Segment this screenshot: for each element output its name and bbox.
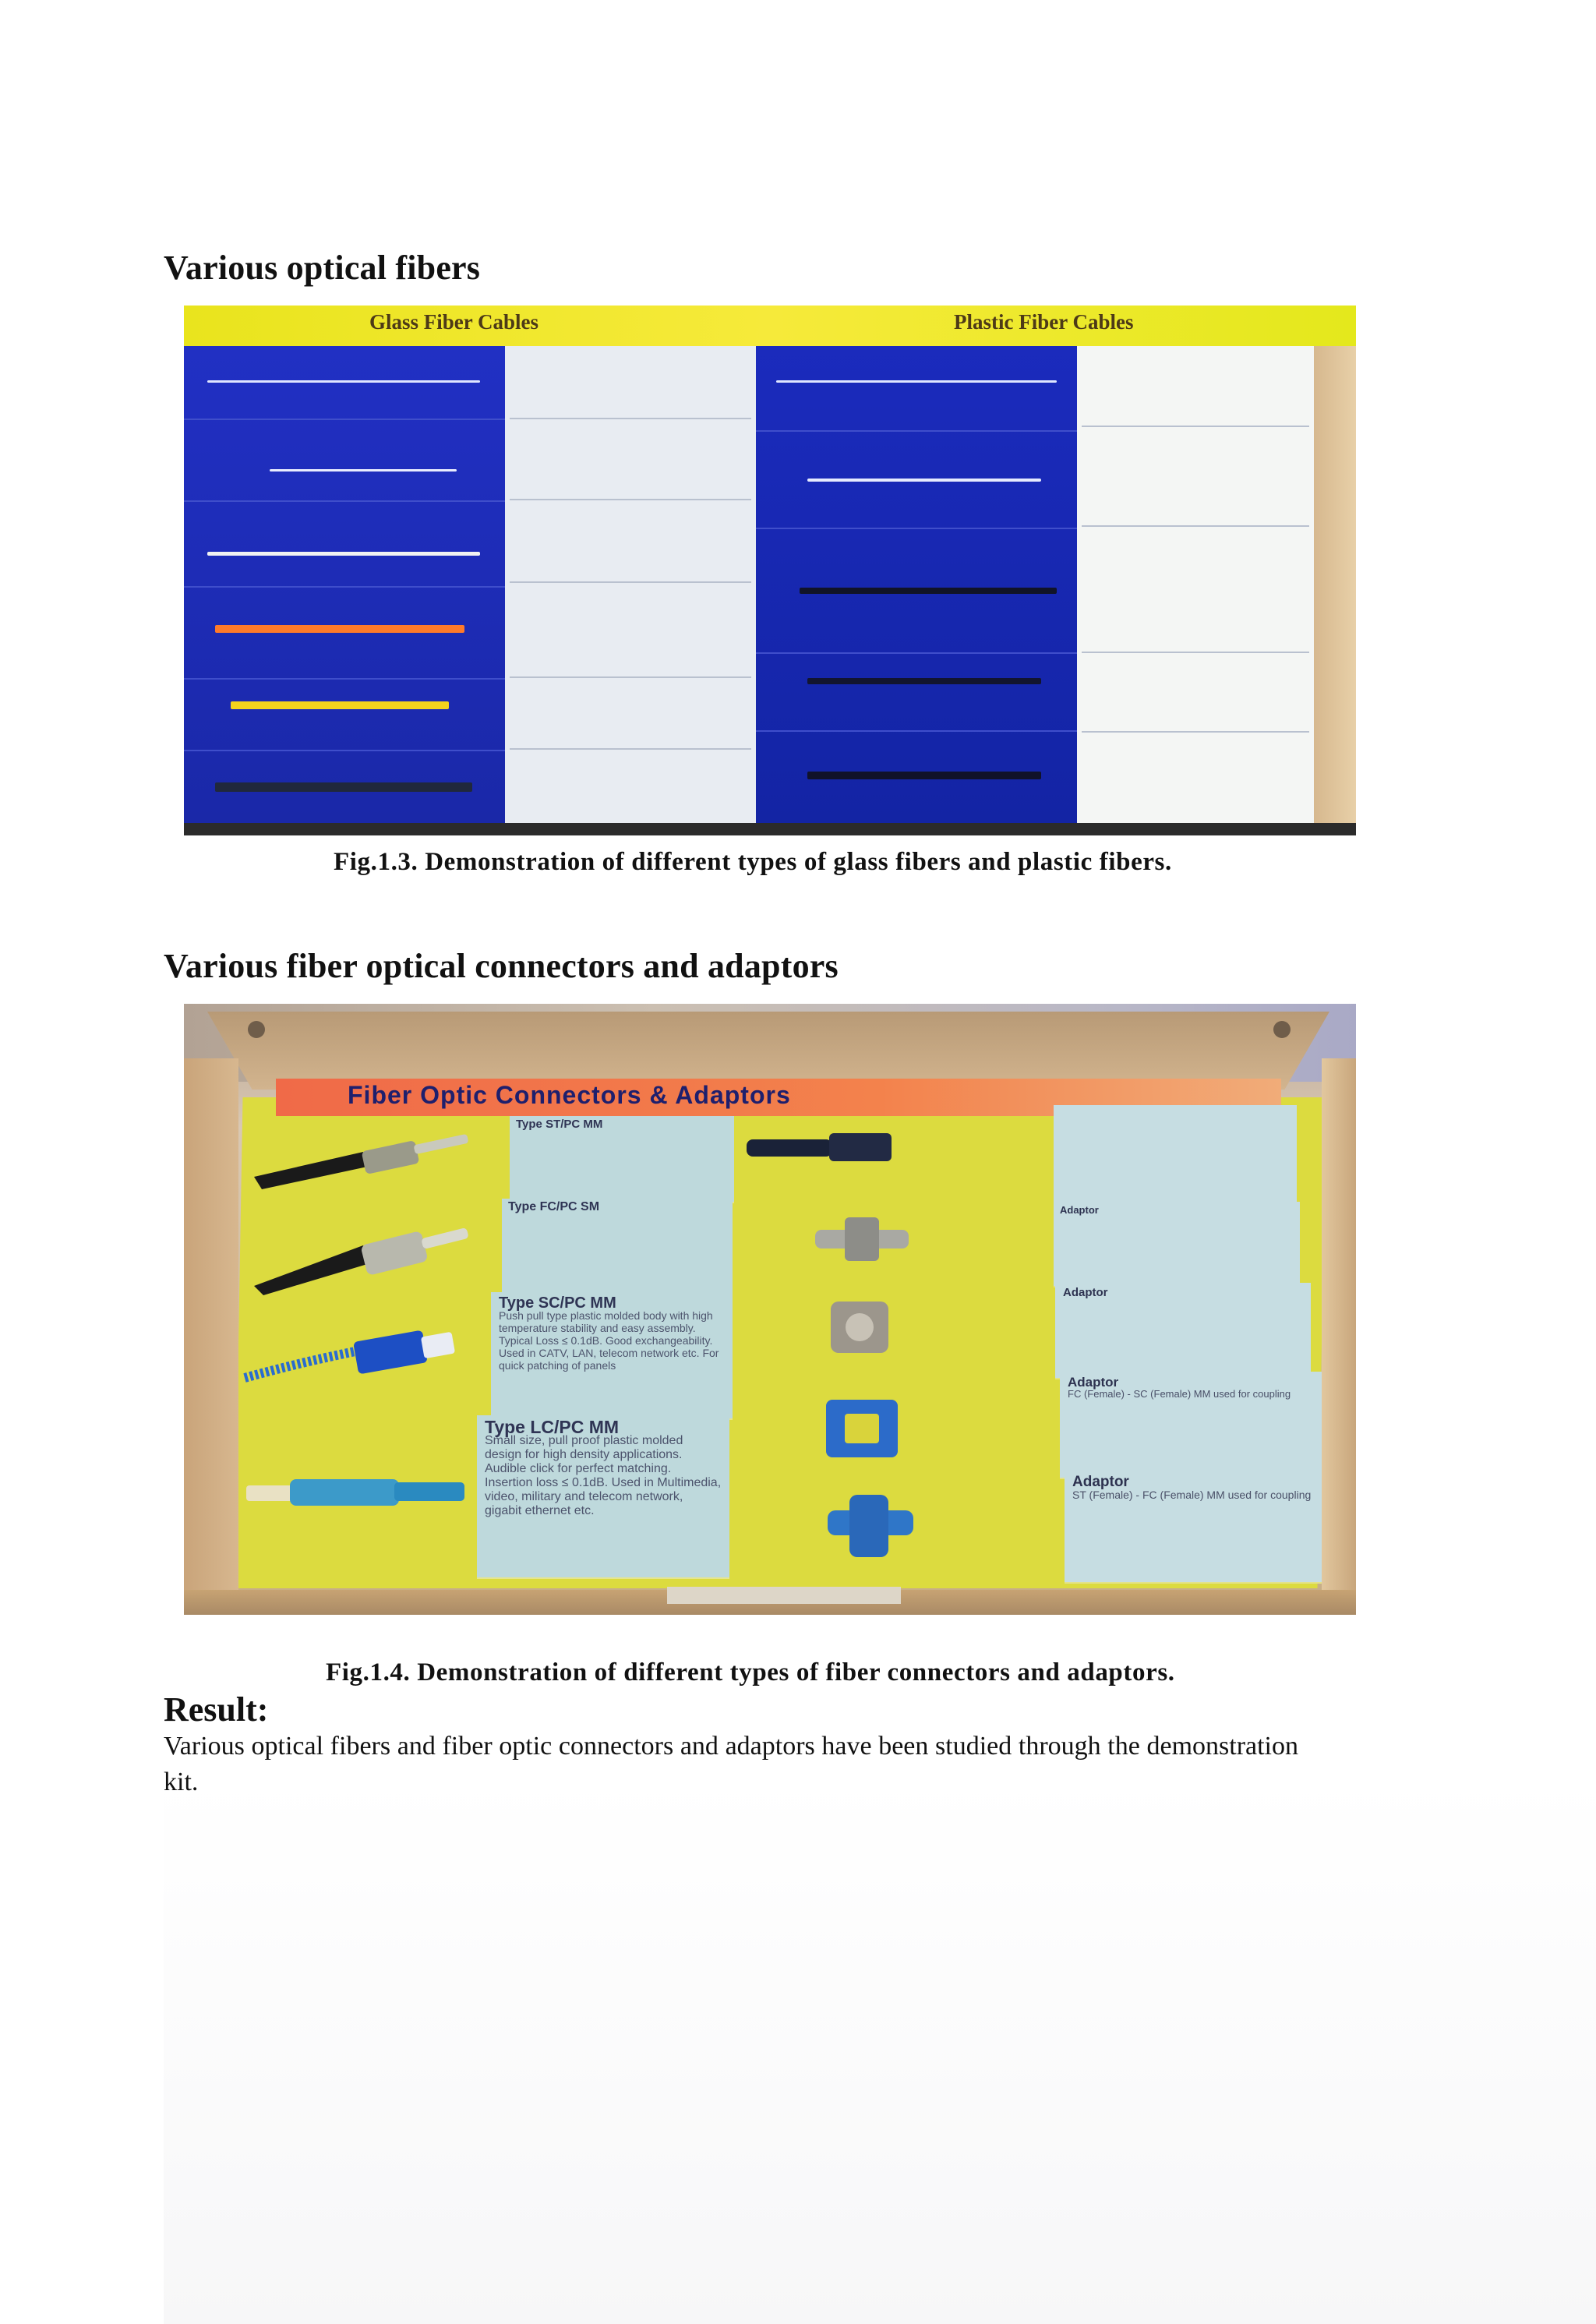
plastic-fiber-description-column — [1077, 338, 1314, 823]
description-cell — [1082, 737, 1309, 818]
sc-connector-sample — [238, 1300, 496, 1386]
plastic-fiber-samples-column — [756, 338, 1077, 823]
figure-1-3-photo — [184, 306, 1356, 835]
result-paragraph: Various optical fibers and fiber optic connectors and adaptors have been studied through the demonstration kit. — [164, 1732, 1298, 1796]
glass-fiber-sample — [215, 782, 472, 792]
glass-fiber-sample — [270, 469, 457, 472]
adaptor-title: Adaptor — [1063, 1286, 1108, 1299]
plastic-fiber-sample — [776, 380, 1057, 383]
connector-description-box — [477, 1415, 729, 1579]
connector-type-label: Type FC/PC SM — [508, 1200, 600, 1213]
mtrj-connector-sample — [739, 1121, 934, 1175]
result-heading: Result: — [164, 1690, 269, 1729]
description-cell — [510, 426, 751, 500]
st-st-adaptor-sample — [807, 1206, 916, 1269]
row-divider — [756, 430, 1077, 432]
wooden-frame-edge — [1314, 338, 1356, 823]
adaptor-title: Adaptor — [1060, 1204, 1099, 1216]
box-label-strip — [667, 1587, 901, 1604]
glass-fiber-description-column — [505, 338, 756, 823]
connector-description-box — [491, 1292, 733, 1420]
page-background-shade — [164, 1777, 1596, 2324]
st-fc-adaptor-sample — [812, 1484, 929, 1570]
connector-type-label: Type LC/PC MM — [485, 1417, 620, 1437]
row-divider — [184, 500, 505, 502]
connector-description-box — [510, 1116, 734, 1203]
connector-type-label: Type ST/PC MM — [516, 1118, 603, 1131]
description-cell — [510, 344, 751, 419]
row-divider — [184, 419, 505, 420]
glass-fiber-sample — [231, 701, 449, 709]
plastic-fiber-sample — [807, 479, 1041, 482]
row-divider — [756, 652, 1077, 654]
adaptor-description-box — [1054, 1202, 1300, 1287]
plastic-fiber-sample — [800, 588, 1057, 594]
description-cell — [1082, 432, 1309, 527]
box-frame-left — [184, 1058, 238, 1604]
adaptor-description-box — [1054, 1105, 1297, 1206]
description-cell — [510, 683, 751, 750]
adaptor-description-box — [1060, 1372, 1323, 1479]
plastic-fiber-sample — [807, 678, 1041, 684]
box-frame-right — [1322, 1058, 1356, 1604]
row-divider — [756, 528, 1077, 529]
screw — [248, 1021, 265, 1038]
st-connector-sample — [246, 1128, 488, 1199]
plastic-fiber-sample — [807, 772, 1041, 779]
connector-type-label: Type SC/PC MM — [499, 1294, 616, 1312]
figure-1-3-caption: Fig.1.3. Demonstration of different types of glass fibers and plastic fibers. — [334, 848, 1172, 876]
adaptor-description-box — [1065, 1471, 1328, 1584]
adaptor-title: Adaptor — [1068, 1375, 1119, 1390]
description-cell — [1082, 532, 1309, 653]
figure-1-4-photo — [184, 1004, 1356, 1615]
plastic-fiber-title: Plastic Fiber Cables — [954, 310, 1134, 334]
row-divider — [184, 586, 505, 588]
section-heading-optical-fibers: Various optical fibers — [164, 249, 481, 287]
board-bottom-edge — [184, 823, 1356, 835]
adaptor-description-box — [1055, 1283, 1311, 1379]
screw — [1273, 1021, 1291, 1038]
glass-fiber-title: Glass Fiber Cables — [369, 310, 539, 334]
row-divider — [756, 730, 1077, 732]
row-divider — [184, 678, 505, 680]
glass-fiber-sample — [207, 380, 480, 383]
fc-fc-adaptor-sample — [817, 1287, 902, 1365]
adaptor-description-text: ST (Female) - FC (Female) MM used for coupling — [1072, 1489, 1312, 1501]
lc-connector-sample — [238, 1456, 480, 1526]
section-heading-connectors: Various fiber optical connectors and adaptors — [164, 947, 839, 985]
adaptor-description-text: FC (Female) - SC (Female) MM used for coupling — [1068, 1388, 1291, 1400]
description-cell — [1082, 344, 1309, 427]
connector-description-text: Push pull type plastic molded body with high temperature stability and easy assembly. Typical Loss ≤ 0.1dB. Good exchangeability. Used in CATV, LAN, telecom network etc. For quick patching of panels — [499, 1309, 719, 1372]
connector-description-box — [502, 1199, 733, 1297]
board-title-banner — [184, 306, 1356, 346]
connector-description-text: Small size, pull proof plastic molded design for high density applications. Audible click for perfect matching. Insertion loss ≤ 0.1dB. Used in Multimedia, video, military and telecom network, gigabit ethernet etc. — [485, 1434, 722, 1517]
description-cell — [510, 588, 751, 678]
adaptor-title: Adaptor — [1072, 1474, 1129, 1490]
figure-1-4-caption: Fig.1.4. Demonstration of different types of fiber connectors and adaptors. — [326, 1658, 1175, 1686]
glass-fiber-sample — [215, 625, 464, 633]
fc-sc-adaptor-sample — [814, 1384, 915, 1470]
box-lid-frame — [207, 1012, 1329, 1090]
description-cell — [1082, 658, 1309, 733]
description-cell — [510, 754, 751, 825]
fc-connector-sample — [246, 1211, 488, 1297]
glass-fiber-sample — [207, 552, 480, 556]
panel-title: Fiber Optic Connectors & Adaptors — [348, 1081, 791, 1109]
row-divider — [184, 750, 505, 751]
description-cell — [510, 507, 751, 583]
